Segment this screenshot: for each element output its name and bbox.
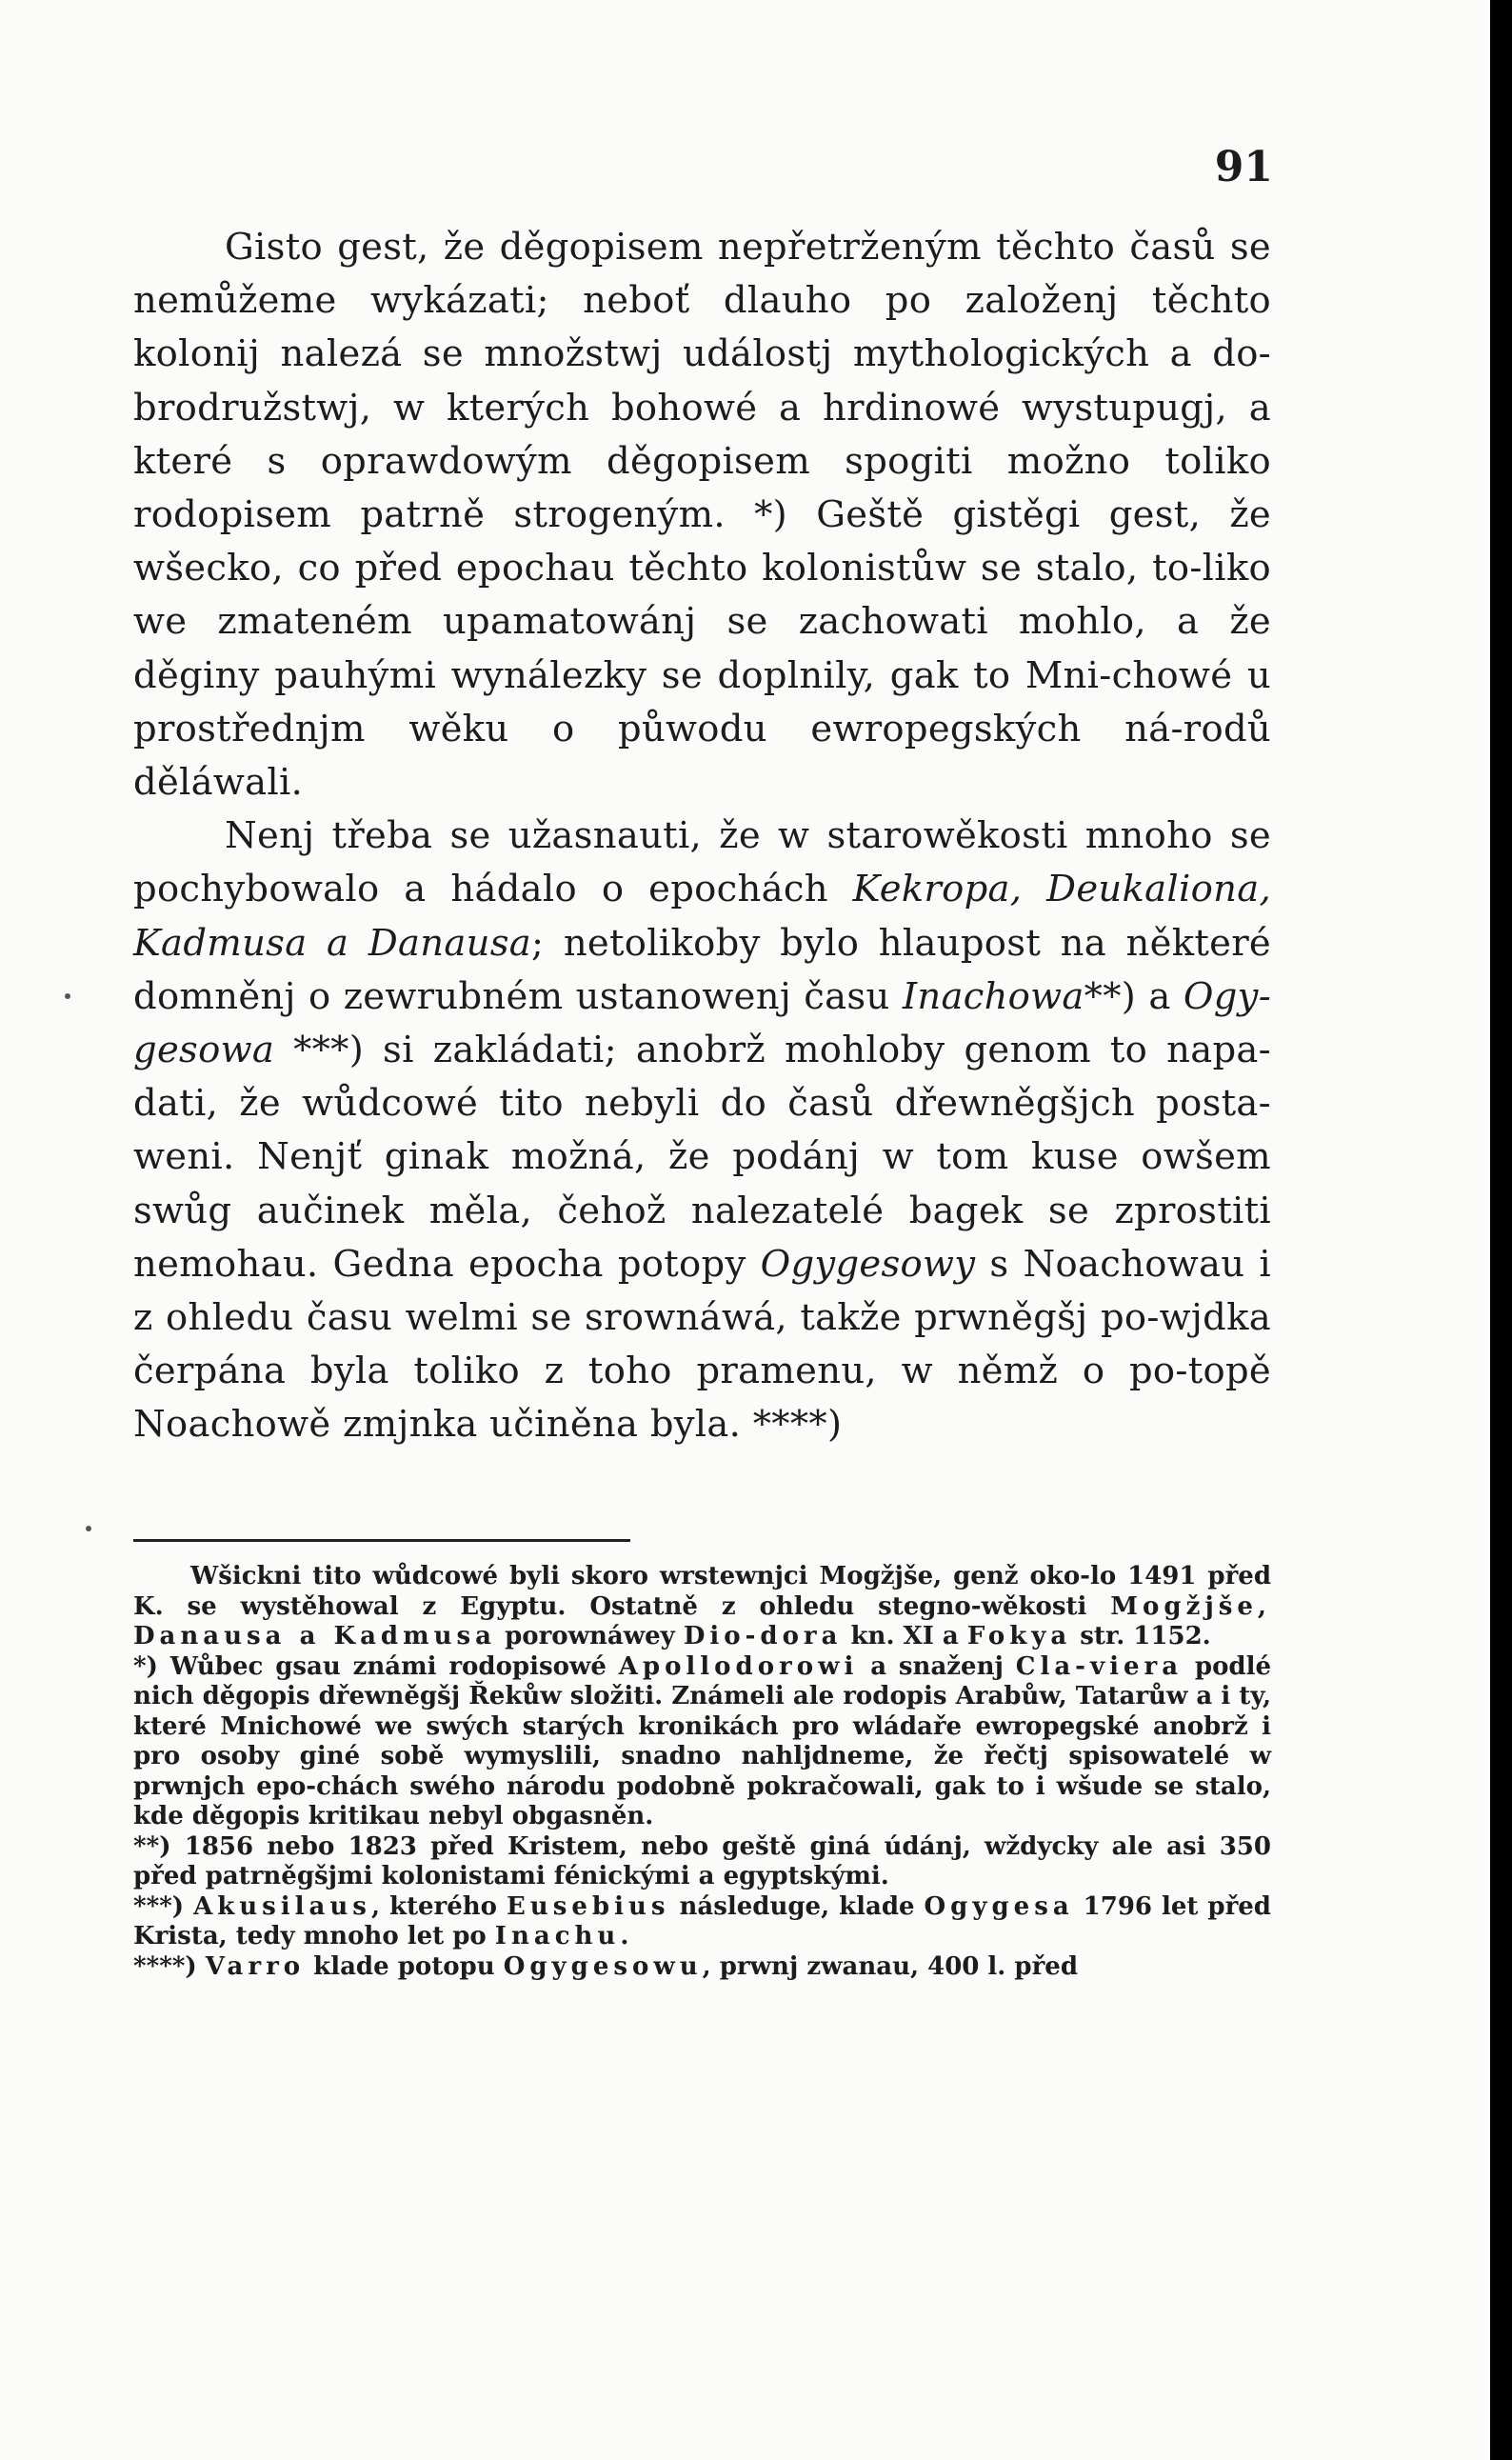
- print-speck: [65, 993, 70, 999]
- footnote-1-text-b: a snaženj: [858, 1651, 1016, 1681]
- main-text: [133, 221, 1271, 1452]
- paragraph-2-text-a: Nenj třeba se užasnauti, že w starowěkosti mnoho se pochybowalo a hádalo o epochách: [133, 814, 1271, 911]
- paragraph-2-italic-ogygesowy: Ogygesowy: [760, 1242, 976, 1286]
- footnote-4: [133, 1952, 1271, 1983]
- footnote-0-diodora: Dio-dora: [683, 1622, 843, 1650]
- footnote-0: [133, 1562, 1271, 1652]
- footnote-4-ogygesowu: Ogygesowu: [503, 1951, 703, 1981]
- footnote-3-text-d: 1796 let před Krista, tedy mnoho let po: [133, 1891, 1271, 1950]
- footnote-4-text-b: klade potopu: [305, 1951, 504, 1981]
- footnote-1-claviera: Cla-viera: [1015, 1651, 1184, 1681]
- paragraph-1-text: Gisto gest, že děgopisem nepřetrženým těchto časů se nemůžeme wykázati; neboť dlauho po založenj těchto kolonij nalezá se množstwj událostj mythologických a do-brodružstwj, w kterých bohowé a hrdinowé wystupugj, a které s oprawdowým děgopisem spogiti možno toliko rodopisem patrně strogeným. *) Geště gistěgi gest, že wšecko, co před epochau těchto kolonistůw se stalo, to-liko we zmateném upamatowánj se zachowati mohlo, a že děginy pauhými wynálezky se doplnily, gak to Mni-chowé u prostřednjm wěku o půwodu ewropegských ná-rodů děláwali.: [133, 226, 1271, 805]
- footnote-3-akusilaus: Akusilaus: [193, 1891, 371, 1921]
- footnote-rule: [133, 1539, 630, 1542]
- footnote-4-text-c: , prwnj zwanau, 400 l. před: [702, 1951, 1079, 1981]
- footnote-1: [133, 1652, 1271, 1832]
- footnote-4-text-a: ****): [133, 1951, 206, 1981]
- footnote-3-ogygesa: Ogygesa: [924, 1891, 1074, 1921]
- footnote-3: [133, 1892, 1271, 1952]
- footnote-1-text-c: podlé nich děgopis dřewněgšj Řekůw složiti. Známeli ale rodopis Arabůw, Tatarůw a i ty, které Mnichowé we swých starých kronikách pro wládaře ewropegské anobrž i pro osoby giné sobě wymyslili, snadno nahljdneme, že řečtj spisowatelé w prwnjch epo-chách swého národu podobně pokračowali, gak to i wšude se stalo, kde děgopis kritikau nebyl obgasněn.: [133, 1651, 1272, 1830]
- page-number: 91: [1214, 143, 1273, 191]
- footnote-3-text-b: , kterého: [370, 1891, 507, 1921]
- footnote-3-text-c: následuge, klade: [669, 1891, 925, 1921]
- footnote-3-text-a: ***): [133, 1891, 194, 1921]
- paragraph-1: [133, 221, 1271, 810]
- paragraph-2-italic-names: Kekropa, Deukaliona, Kadmusa a Danausa: [133, 868, 1271, 965]
- footnote-0-text-a: Wšickni tito wůdcowé byli skoro wrstewnjci Mogžjše, genž oko-lo 1491 před K. se wystěhowal z Egyptu. Ostatně z ohledu stegno-wěkosti: [133, 1562, 1271, 1621]
- footnote-0-fokya: Fokya: [966, 1622, 1072, 1650]
- footnote-2-text: **) 1856 nebo 1823 před Kristem, nebo geště giná údánj, wždycky ale asi 350 před patrněgšjmi kolonistami fénickými a egyptskými.: [133, 1831, 1271, 1890]
- footnote-2: [133, 1832, 1271, 1892]
- footnote-0-text-d: str. 1152.: [1071, 1622, 1211, 1650]
- paragraph-2-italic-ogygesowa: Ogy-gesowa: [133, 974, 1272, 1072]
- footnote-3-eusebius: Eusebius: [506, 1891, 670, 1921]
- print-speck: [86, 1526, 91, 1531]
- footnote-1-apollodorowi: Apollodorowi: [618, 1651, 859, 1681]
- paragraph-2: [133, 810, 1271, 1451]
- footnote-0-text-c: kn. XI a: [842, 1622, 967, 1650]
- paragraph-2-text-c: **) a: [1084, 974, 1184, 1018]
- paragraph-2-text-e: s Noachowau i z ohledu času welmi se srownáwá, takže prwněgšj po-wjdka čerpána byla toliko z toho pramenu, w němž o po-topě Noachowě zmjnka učiněna byla. ****): [133, 1242, 1271, 1447]
- footnote-1-text-a: *) Wůbec gsau známi rodopisowé: [133, 1651, 619, 1681]
- paragraph-2-italic-inachowa: Inachowa: [902, 974, 1084, 1018]
- footnotes: [133, 1562, 1271, 1982]
- footnote-3-inachu: Inachu: [494, 1922, 621, 1950]
- footnote-0-text-b: porownáwey: [496, 1622, 684, 1650]
- footnote-4-varro: Varro: [205, 1951, 306, 1981]
- paragraph-2-text-b: ; netolikoby bylo hlaupost na některé domněnj o zewrubném ustanowenj času: [133, 921, 1271, 1018]
- footnote-3-text-e: .: [620, 1922, 629, 1950]
- footnote-0-names: Mogžjše, Danausa a Kadmusa: [133, 1591, 1271, 1650]
- paragraph-2-text-d: ***) si zakládati; anobrž mohloby genom to napa-dati, že wůdcowé tito nebyli do časů dřewněgšjch posta-weni. Nenjť ginak možná, že podánj w tom kuse owšem swůg aučinek měla, čehož nalezatelé bagek se zprostiti nemohau. Gedna epocha potopy: [133, 1029, 1271, 1286]
